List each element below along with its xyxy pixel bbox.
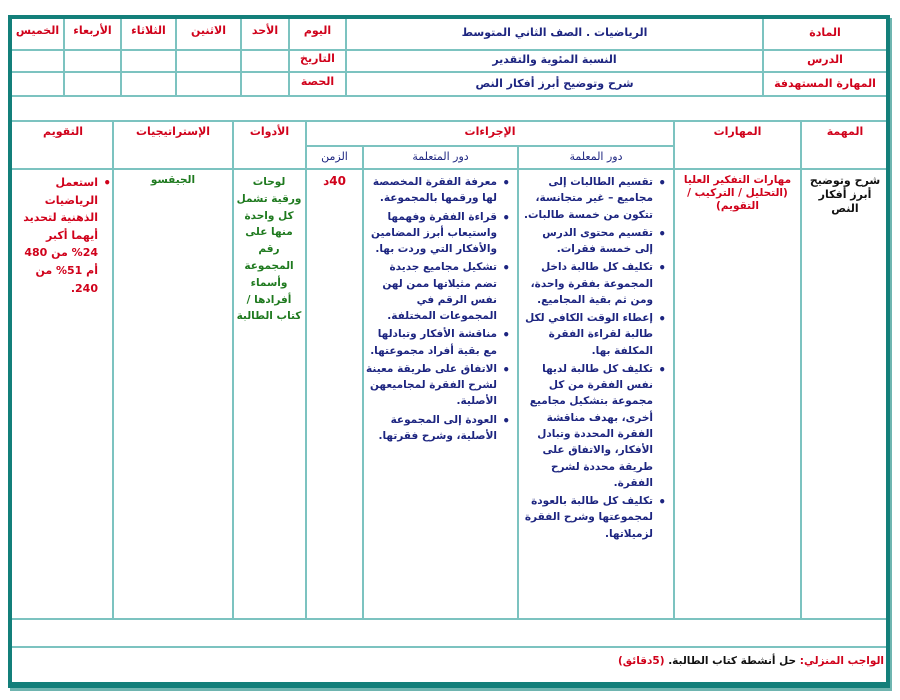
assessment-item: • استعمل الرياضيات الذهنية لتحديد أيهما أكبر 24% من 480 أم 51% من 240. xyxy=(16,174,98,297)
divider xyxy=(362,145,364,618)
task-cell: شرح وتوضيح أبرز أفكار النص xyxy=(809,174,881,215)
student-step: • مناقشة الأفكار وتبادلها مع بقية أفراد مجموعتها. xyxy=(366,326,497,359)
teacher-step: • تقسيم محتوى الدرس إلى خمسة فقرات. xyxy=(521,225,653,258)
teacher-step: • تكليف كل طالبة لديها نفس الفقرة من كل مجموعة بتشكيل مجاميع أخرى، بهدف مناقشة الفقرة المحددة وتبادل الأفكار، والاتفاق على طريقة محددة لشرح الفقرة. xyxy=(521,361,653,491)
divider xyxy=(12,646,886,648)
divider xyxy=(517,145,519,618)
divider xyxy=(12,168,886,170)
strategies-cell: الجيقسو xyxy=(150,174,196,186)
student-step: • العودة إلى المجموعة الأصلية، وشرح فقرتها. xyxy=(366,412,497,445)
header-time: الزمن xyxy=(321,150,348,163)
teacher-step: • تكليف كل طالبة بالعودة لمجموعتها وشرح الفقرة لزميلاتها. xyxy=(521,493,653,542)
homework-duration: (5دقائق) xyxy=(617,655,665,667)
divider xyxy=(112,120,114,618)
assessment-cell xyxy=(16,174,108,299)
subject-value: الرياضيات . الصف الثاني المتوسط xyxy=(461,26,648,39)
teacher-role-cell xyxy=(521,174,667,544)
divider xyxy=(12,71,886,73)
teacher-step: • تقسيم الطالبات إلى مجاميع – غير متجانسة، تتكون من خمسة طالبات. xyxy=(521,174,653,223)
lesson-label: الدرس xyxy=(807,53,843,66)
divider xyxy=(12,120,886,122)
target-skill-label: المهارة المستهدفة xyxy=(774,77,876,90)
header-teacher-role: دور المعلمة xyxy=(569,150,623,163)
divider xyxy=(305,120,307,618)
lesson-value: النسبة المئوية والتقدير xyxy=(492,53,617,66)
day-thursday: الخميس xyxy=(15,24,60,37)
divider xyxy=(12,49,886,51)
student-step: • قراءة الفقرة وفهمها واستيعاب أبرز المضامين والأفكار التي وردت بها. xyxy=(366,209,497,258)
day-tuesday: الثلاثاء xyxy=(131,24,166,37)
day-sunday: الأحد xyxy=(251,24,279,37)
period-label: الحصة xyxy=(300,75,335,88)
header-skills: المهارات xyxy=(713,125,762,138)
homework-row xyxy=(300,655,884,668)
homework-text: حل أنشطة كتاب الطالبة. xyxy=(668,655,797,667)
student-step: • تشكيل مجاميع جديدة تضم مثيلاتها ممن لهن نفس الرقم في المجموعات المختلفة. xyxy=(366,259,497,324)
teacher-step: • إعطاء الوقت الكافي لكل طالبة لقراءة الفقرة المكلفة بها. xyxy=(521,310,653,359)
skills-cell xyxy=(677,174,798,213)
student-role-cell xyxy=(366,174,511,446)
divider xyxy=(12,618,886,620)
student-step: • الاتفاق على طريقة معينة لشرح الفقرة لمجاميعهن الأصلية. xyxy=(366,361,497,410)
date-label: التاريخ xyxy=(300,52,335,65)
header-task: المهمة xyxy=(826,125,864,138)
tools-cell: لوحات ورقية تشمل كل واحدة منها على رقم المجموعة وأسماء أفرادها / كتاب الطالبة xyxy=(236,176,302,323)
header-strategies: الإستراتيجيات xyxy=(135,125,211,138)
teacher-step: • تكليف كل طالبة داخل المجموعة بفقرة واحدة، ومن ثم بقية المجاميع. xyxy=(521,259,653,308)
divider xyxy=(673,120,675,618)
target-skill-value: شرح وتوضيح أبرز أفكار النص xyxy=(475,77,634,90)
divider xyxy=(232,120,234,618)
skills-title: مهارات التفكير العليا xyxy=(683,174,792,186)
day-wednesday: الأربعاء xyxy=(73,24,112,37)
subject-label: المادة xyxy=(809,26,841,39)
divider xyxy=(800,120,802,618)
divider xyxy=(305,145,673,147)
divider xyxy=(12,95,886,97)
days-label: اليوم xyxy=(303,24,332,37)
homework-label: الواجب المنزلي: xyxy=(799,655,884,667)
header-tools: الأدوات xyxy=(249,125,290,138)
student-step: • معرفة الفقرة المخصصة لها ورقمها بالمجموعة. xyxy=(366,174,497,207)
day-monday: الاثنين xyxy=(191,24,226,37)
time-cell: 40د xyxy=(323,174,346,188)
header-assessment: التقويم xyxy=(43,125,83,138)
header-student-role: دور المتعلمة xyxy=(412,150,469,163)
skills-detail: (التحليل / التركيب / التقويم) xyxy=(687,187,788,213)
header-procedures: الإجراءات xyxy=(464,125,516,138)
